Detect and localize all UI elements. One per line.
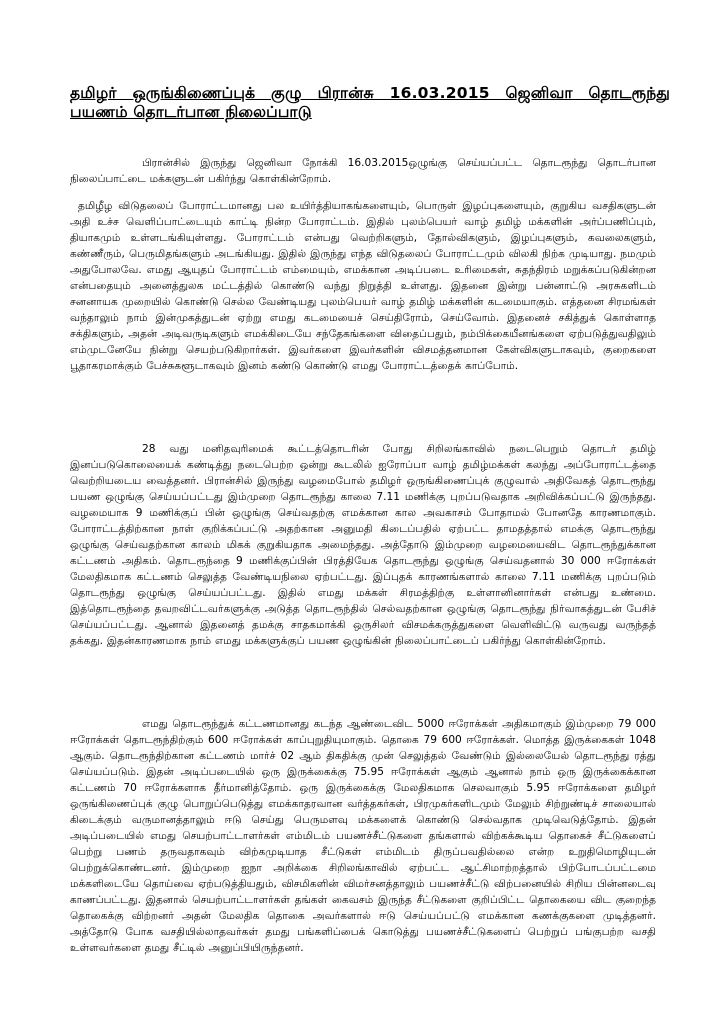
paragraph-struggle: தமிழீழ விடுதலைப் போராட்டமானது பல உயிர்த்தியாகங்களையும், பொருள் இழப்புகளையும், குறுகிய வசதிகளுடன் அதி உச்ச வெளிப்பாட்டையும் காட்டி நின்ற போராட்டம். இதில் புலம்பெயர் வாழ் தமிழ் மக்களின் அர்ப்பணிப்பும், தியாகமும் உள்ளடங்கியுள்ளது. போராட்டம் என்பது வெற்றிகளும், தோல்விகளும், இழப்புகளும், கவலைகளும், கண்ணீரும், பெருமிதங்களும் அடங்கியது. இதில் இருந்து எந்த விடுதலைப் போராட்டமும் விலகி நிற்க முடியாது. நமமும் அதுபோலவே. எமது ஆயுதப் போராட்டம் எம்மையும், எமக்கான அடிப்படை உரிமைகள், சுதந்திரம் மறுக்கப்படுகின்றன என்பதையும் அனைத்துலக மட்டத்தில் கொண்டு வந்து நிறுத்தி உள்ளது. இதனை இன்று பன்னாட்டு அரசுகளிடம் சனனாயக முறையில் கொண்டு செல்ல வேண்டியது புலம்பெயர் வாழ் தமிழ் மக்களின் கடமையாகும். எத்தனை சிரமங்கள் வந்தாலும் நாம் இன்முகத்துடன் ஏற்று எமது கடமையைச் செய்திரோம், செய்வோம். இதனைச் சகித்துக் கொள்ளாத சக்திகளும், அதன் அடிவருடிகளும் எமக்கிடையே சந்தேகங்களை விதைப்பதும், நம்பிக்கையீனங்களை ஏற்படுத்துவதிலும் எம்முடனேயே நின்று செயற்படுகிறார்கள். இவர்களை இவர்களின் விசமத்தனமான கேள்விகளுடாகவும், குறைகளை பூதாகரமாக்கும் பேச்சுகளூடாகவும் இனம் கண்டு கொண்டு எமது போராட்டத்தைக் காப்போம். [70, 200, 656, 372]
paragraph-intro: பிரான்சில் இருந்து ஜெனிவா நோக்கி 16.03.2015ஒழுங்கு செய்யப்பட்ட தொடரூந்து தொடர்பான நிலைப்பாட்டை மக்களுடன் பகிர்ந்து கொள்கின்றோம். [70, 157, 656, 185]
document-title: தமிழர் ஒருங்கிணைப்புக் குழு பிரான்சு 16.03.2015 ஜெனிவா தொடரூந்து பயணம் தொடர்பான நிலைப்பாடு [70, 84, 670, 121]
paragraph-train-schedule: 28 வது மனிதவுரிமைக் கூட்டத்தொடரின் போது சிறிலங்காவில் நடைபெறும் தொடர் தமிழ் இனப்படுகொலையைக் கண்டித்து நடைபெற்ற ஒன்று கூடலில் ஐரோப்பா வாழ் தமிழ்மக்கள் கலந்து அப்போராட்டத்தை வெற்றியடைய வைத்தனர். பிரான்சில் இருந்து வழமைபோல் தமிழர் ஒருங்கிணைப்புக் குழுவால் அதிவேகத் தொடரூந்து பயண ஒழுங்கு செய்யப்பட்டது இம்முறை தொடரூந்து காலை 7.11 மணிக்கு புறப்படுவதாக அறிவிக்கப்பட்டு இருந்தது. வழமையாக 9 மணிக்குப் பின் ஒழுங்கு செய்வதற்கு எமக்கான கால அவகாசம் போதாமல் போனதே காரணமாகும். போராட்டத்திற்கான நாள் குறிக்கப்பட்டு அதற்கான அனுமதி கிடைப்பதில் ஏற்பட்ட தாமதத்தால் எமக்கு தொடரூந்து ஒழுங்கு செய்வதற்கான காலம் மிகக் குறுகியதாக அமைந்தது. அத்தோடு இம்முறை வழமையைவிட தொடரூந்துக்கான கட்டணம் அதிகம். தொடரூந்தை 9 மணிக்குப்பின் பிரத்தியேக தொடரூந்து ஒழுங்கு செய்வதனால் 30 000 ஈரோக்கள் மேலதிகமாக கட்டணம் செலுத்த வேண்டியநிலை ஏற்பட்டது. இப்புதக் காரணங்களால் காலை 7.11 மணிக்கு புறப்படும் தொடரூந்து ஒழுங்கு செய்யப்பட்டது. இதில் எமது மக்கள் சிரமத்திற்கு உள்ளானினார்கள் என்பது உண்மை. இத்தொடரூந்தை தவறவிட்டவர்களுக்கு அடுத்த தொடரூந்தில் செல்வதற்கான ஒழுங்கு தொடரூந்து நிர்வாகத்துடன் பேசிச் செய்யப்பட்டது. ஆனால் இதனைத் தமக்கு சாதகமாக்கி ஒருசிலர் விசமக்கருத்துகளை வெளிவிட்டு வருவது வருந்தத் தக்கது. இதன்காரணமாக நாம் எமது மக்களுக்குப் பயண ஒழுங்கின் நிலைப்பாட்டைப் பகிர்ந்து கொள்கின்றோம். [70, 443, 656, 647]
paragraph-ticket-costs: எமது தொடரூந்துக் கட்டணமானது கடந்த ஆண்டைவிட 5000 ஈரோக்கள் அதிகமாகும் இம்முறை 79 000 ஈரோக்கள் தொடரூந்திற்கும் 600 ஈரோக்கள் காப்புறுதியுமாகும். தொகை 79 600 ஈரோக்கள். மொத்த இருக்கைகள் 1048 ஆகும். தொடரூந்திற்கான கட்டணம் மார்ச் 02 ஆம் திகதிக்கு முன் செலுத்தல் வேண்டும் இல்லையேல் தொடரூந்து ரத்து செய்யப்படும். இதன் அடிப்படையில் ஒரு இருக்கைக்கு 75.95 ஈரோக்கள் ஆகும் ஆனால் நாம் ஒரு இருக்கைக்கான கட்டணம் 70 ஈரோக்களாக தீர்மானித்தோம். ஒரு இருக்கைக்கு மேலதிகமாக செலவாகும் 5.95 ஈரோக்களை தமிழர் ஒருங்கிணைப்புக் குழு பொறுப்பெடுத்து எமக்காதரவான வர்த்தகர்கள், பிரமுகர்களிடமும் மேலும் சிற்றுண்டிச் சாலையால் கிடைக்கும் வருமானத்தாலும் ஈடு செய்து பெருமளவு மக்களைக் கொண்டு செல்வதாக முடிவெடுத்தோம். இதன் அடிப்படையில் எமது செயற்பாட்டாளர்கள் எம்மிடம் பயணச்சீட்டுகளை தங்களால் விற்கக்கூடிய தொகைச் சீட்டுகளைப் பெற்று பணம் தருவதாகவும் விற்கமுடியாத சீட்டுகள் எம்மிடம் திருப்பவதில்லை என்ற உறுதிமொழியுடன் பெற்றுக்கொண்டனர். இம்முறை ஐநா அறிக்கை சிறிலங்காவில் ஏற்பட்ட ஆட்சிமாற்றத்தால் பிற்போடப்பட்டமை மக்களிடையே தொய்வை ஏற்படுத்தியதும், விசமிகளின் விமர்சனத்தாலும் பயணச்சீட்டு விற்பனையில் சிறிய பின்னடைவு காணப்பட்டது. இதனால் செயற்பாட்டாளர்கள் தங்கள் கைவசம் இருந்த சீட்டுகளை குறிப்பிட்ட தொகையை விட குறைந்த தொகைக்கு விற்றனர் அதன் மேலதிக தொகை அவர்களால் ஈடு செய்யப்பட்டு எமக்கான கணக்குகளை முடித்தனர். அத்தோடு போக வசதியில்லாதவர்கள் தமது பங்களிப்பைக் கொடுத்து பயணச்சீட்டுகளைப் பெற்றுப் பங்குபற்ற வசதி உள்ளவர்களை தமது சீட்டில் அனுப்பியிருந்தனர். [70, 718, 656, 954]
